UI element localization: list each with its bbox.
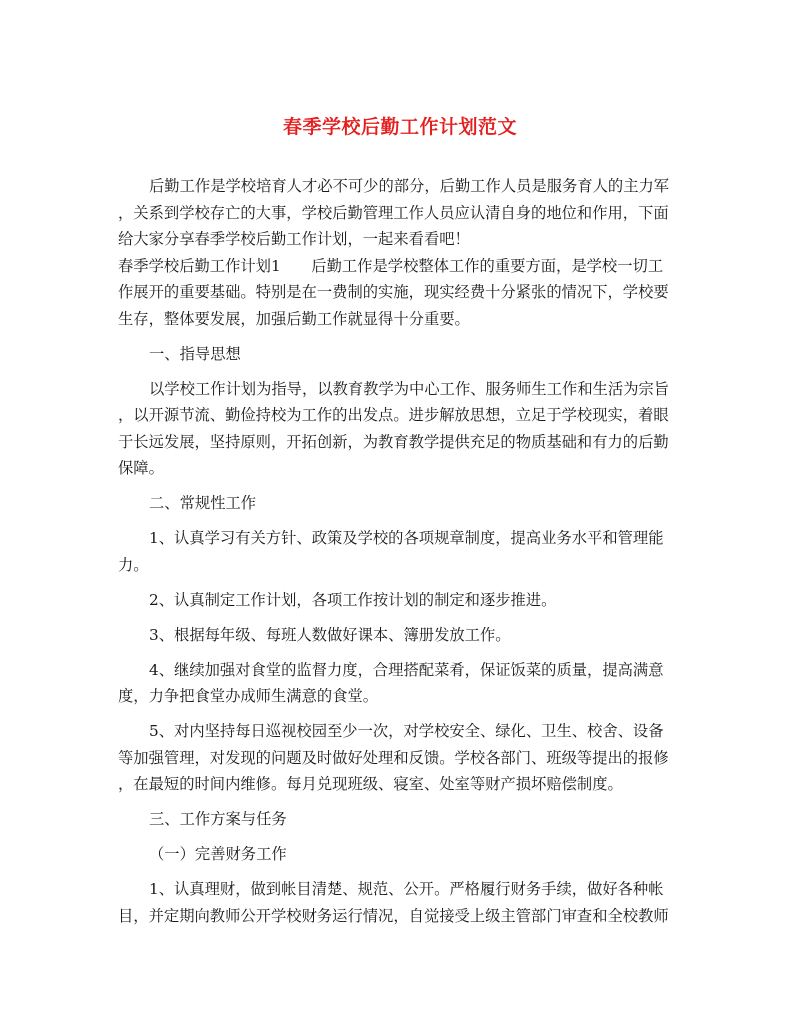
text-line: ，在最短的时间内维修。每月兑现班级、寝室、处室等财产损坏赔偿制度。 bbox=[118, 775, 623, 793]
text-line: 5、对内坚持每日巡视校园至少一次，对学校安全、绿化、卫生、校舍、设备 bbox=[149, 722, 664, 740]
text-line: 给大家分享春季学校后勤工作计划，一起来看看吧！ bbox=[118, 230, 470, 248]
text-line: 以学校工作计划为指导，以教育教学为中心工作、服务师生工作和生活为宗旨 bbox=[149, 379, 670, 398]
text-line: ，关系到学校存亡的大事，学校后勤管理工作人员应认清自身的地位和作用，下面 bbox=[118, 203, 669, 222]
text-line: 于长远发展，坚持原则，开拓创新，为教育教学提供充足的物质基础和有力的后勤 bbox=[118, 432, 669, 451]
text-line: 春季学校后勤工作计划1 后勤工作是学校整体工作的重要方面，是学校一切工 bbox=[118, 256, 664, 275]
text-line: 生存，整体要发展，加强后勤工作就显得十分重要。 bbox=[118, 309, 470, 328]
text-line: 一、指导思想 bbox=[149, 344, 241, 363]
text-line: 1、认真理财，做到帐目清楚、规范、公开。严格履行财务手续，做好各种帐 bbox=[149, 880, 664, 898]
text-line: （一）完善财务工作 bbox=[149, 845, 287, 863]
text-line: 保障。 bbox=[118, 459, 164, 477]
text-line: 后勤工作是学校培育人才必不可少的部分，后勤工作人员是服务育人的主力军 bbox=[149, 177, 670, 195]
text-line: 作展开的重要基础。特别是在一费制的实施，现实经费十分紧张的情况下，学校要 bbox=[118, 283, 669, 301]
text-line: 目，并定期向教师公开学校财务运行情况，自觉接受上级主管部门审查和全校教师 bbox=[118, 906, 669, 925]
text-line: 3、根据每年级、每班人数做好课本、簿册发放工作。 bbox=[149, 625, 511, 644]
text-line: 1、认真学习有关方针、政策及学校的各项规章制度，提高业务水平和管理能 bbox=[149, 529, 664, 547]
text-line: 二、常规性工作 bbox=[149, 494, 257, 512]
text-line: ，以开源节流、勤俭持校为工作的出发点。进步解放思想，立足于学校现实，着眼 bbox=[118, 406, 669, 424]
text-line: 2、认真制定工作计划，各项工作按计划的制定和逐步推进。 bbox=[149, 590, 557, 609]
text-line: 等加强管理，对发现的问题及时做好处理和反馈。学校各部门、班级等提出的报修 bbox=[118, 748, 669, 767]
text-line: 4、继续加强对食堂的监督力度，合理搭配菜肴，保证饭菜的质量，提高满意 bbox=[149, 660, 664, 679]
text-line: 度，力争把食堂办成师生满意的食堂。 bbox=[118, 687, 379, 705]
document-body bbox=[118, 173, 684, 929]
document-title: 春季学校后勤工作计划范文 bbox=[282, 116, 517, 138]
text-line: 力。 bbox=[118, 555, 149, 574]
text-line: 三、工作方案与任务 bbox=[149, 810, 287, 828]
